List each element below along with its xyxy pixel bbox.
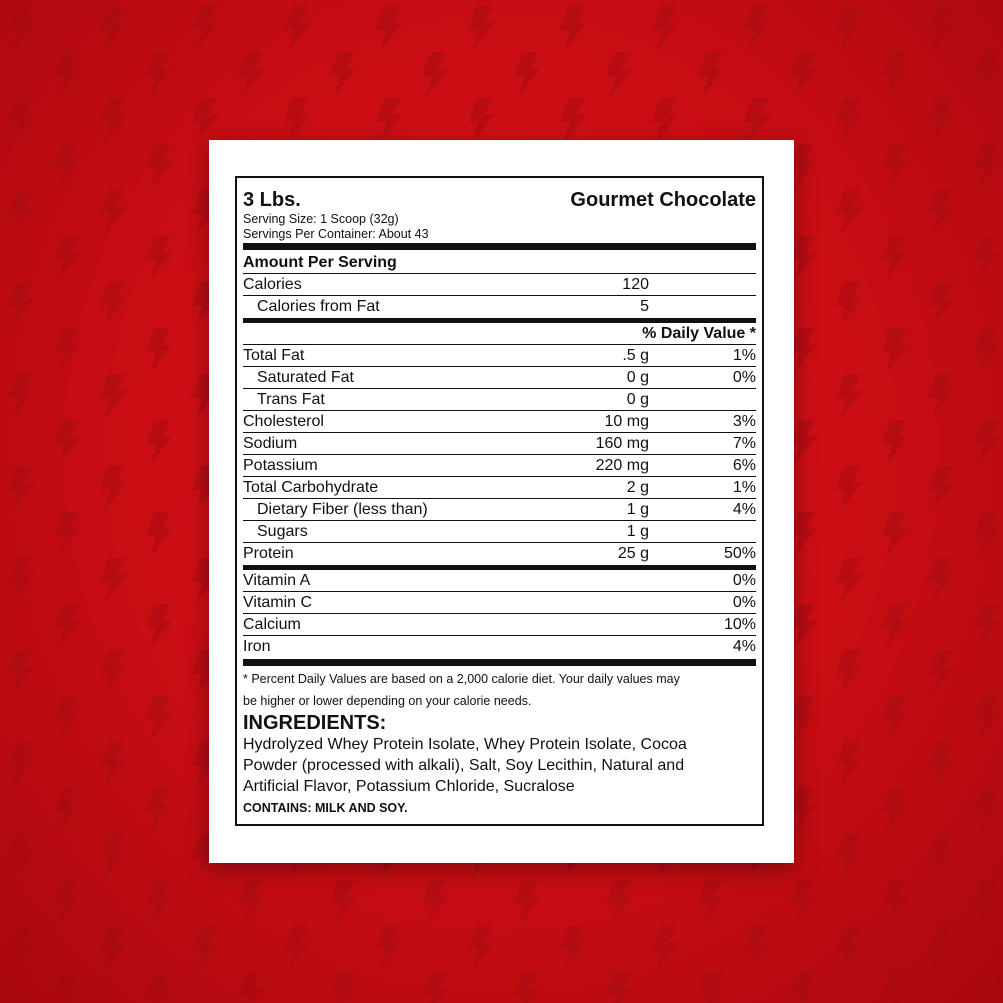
nutrient-row: Total Carbohydrate 2 g 1%: [243, 477, 756, 499]
vitamin-row: Calcium 10%: [243, 614, 756, 636]
serving-size: Serving Size: 1 Scoop (32g): [243, 212, 399, 226]
nutrient-row: Total Fat .5 g 1%: [243, 345, 756, 367]
daily-value-header: % Daily Value *: [243, 323, 756, 345]
nutrient-row: Saturated Fat 0 g 0%: [243, 367, 756, 389]
nutrient-row: Trans Fat 0 g: [243, 389, 756, 411]
container-size: 3 Lbs.: [243, 189, 301, 211]
nutrient-row: Potassium 220 mg 6%: [243, 455, 756, 477]
calories-from-fat-value: 5: [640, 298, 649, 315]
servings-per-container: Servings Per Container: About 43: [243, 227, 429, 241]
amount-per-serving: Amount Per Serving: [243, 252, 756, 274]
nutrient-row: Protein 25 g 50%: [243, 545, 756, 562]
divider-thick: [243, 243, 756, 250]
vitamin-row: Iron 4%: [243, 638, 756, 655]
nutrition-card: [209, 140, 794, 863]
nutrient-row: Cholesterol 10 mg 3%: [243, 411, 756, 433]
calories-value: 120: [622, 275, 649, 293]
calories-from-fat-label: Calories from Fat: [257, 298, 380, 315]
vitamin-row: Vitamin C 0%: [243, 592, 756, 614]
ingredients-line-1: Hydrolyzed Whey Protein Isolate, Whey Protein Isolate, Cocoa: [243, 736, 687, 753]
nutrient-row: Sugars 1 g: [243, 521, 756, 543]
ingredients-line-2: Powder (processed with alkali), Salt, Soy Lecithin, Natural and: [243, 757, 685, 774]
flavor-name: Gourmet Chocolate: [570, 189, 756, 211]
calories-label: Calories: [243, 275, 302, 293]
label-header: [243, 182, 756, 212]
ingredients-title: INGREDIENTS:: [243, 712, 387, 734]
allergen-statement: CONTAINS: MILK AND SOY.: [243, 801, 408, 815]
ingredients-line-3: Artificial Flavor, Potassium Chloride, Sucralose: [243, 778, 575, 795]
divider-thick: [243, 659, 756, 666]
nutrient-row: Dietary Fiber (less than) 1 g 4%: [243, 499, 756, 521]
nutrition-facts-panel: [235, 176, 764, 826]
calories-row: [243, 274, 756, 296]
vitamin-row: Vitamin A 0%: [243, 570, 756, 592]
calories-from-fat-row: [243, 296, 756, 318]
nutrient-row: Sodium 160 mg 7%: [243, 433, 756, 455]
footnote-line-2: be higher or lower depending on your calorie needs.: [243, 694, 532, 708]
footnote-line-1: * Percent Daily Values are based on a 2,000 calorie diet. Your daily values may: [243, 672, 680, 686]
